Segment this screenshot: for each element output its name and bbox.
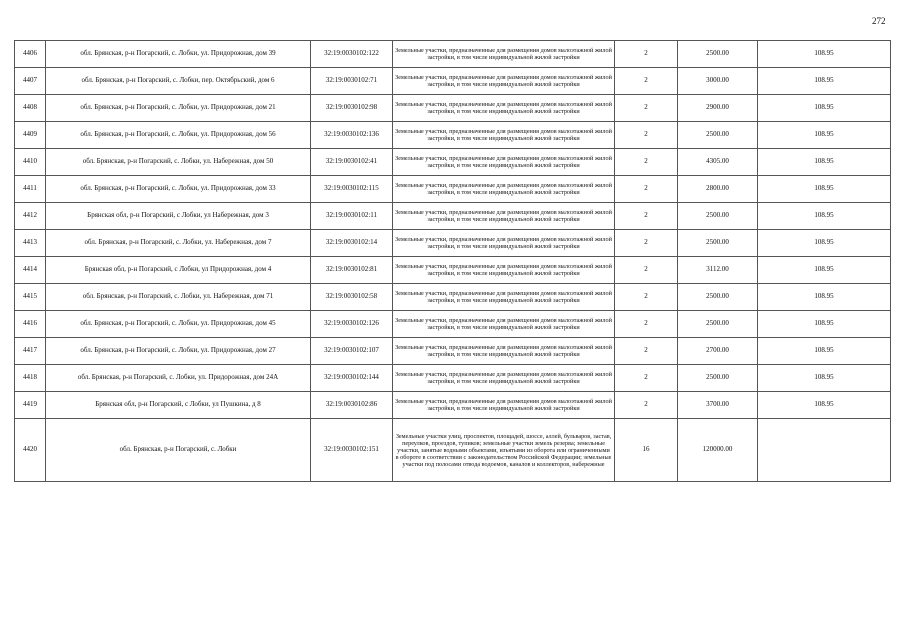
- address-cell: Брянская обл, р-н Погарский, с Лобки, ул Придорожная, дом 4: [46, 257, 311, 284]
- zone-cell: 2: [615, 284, 678, 311]
- cadastral-number-cell: 32:19:0030102:58: [311, 284, 393, 311]
- zone-cell: 2: [615, 122, 678, 149]
- cadastral-number-cell: 32:19:0030102:71: [311, 68, 393, 95]
- rate-cell: 108.95: [758, 284, 891, 311]
- table-row: [15, 41, 891, 68]
- rate-cell: 108.95: [758, 41, 891, 68]
- table-row: [15, 419, 891, 482]
- zone-cell: 2: [615, 176, 678, 203]
- zone-cell: 2: [615, 41, 678, 68]
- address-cell: обл. Брянская, р-н Погарский, с. Лобки: [46, 419, 311, 482]
- rate-cell: 108.95: [758, 311, 891, 338]
- land-purpose-cell: Земельные участки, предназначенные для размещения домов малоэтажной жилой застройки, в том числе индивидуальной жилой застройки: [393, 68, 615, 95]
- cadastral-number-cell: 32:19:0030102:14: [311, 230, 393, 257]
- address-cell: Брянская обл, р-н Погарский, с Лобки, ул Пушкина, д 8: [46, 392, 311, 419]
- land-purpose-cell: Земельные участки, предназначенные для размещения домов малоэтажной жилой застройки, в том числе индивидуальной жилой застройки: [393, 311, 615, 338]
- cadastral-number-cell: 32:19:0030102:81: [311, 257, 393, 284]
- row-number: 4409: [15, 122, 46, 149]
- zone-cell: 2: [615, 311, 678, 338]
- row-number: 4408: [15, 95, 46, 122]
- table-row: [15, 284, 891, 311]
- table-body: [15, 41, 891, 482]
- land-purpose-cell: Земельные участки, предназначенные для размещения домов малоэтажной жилой застройки, в том числе индивидуальной жилой застройки: [393, 257, 615, 284]
- land-purpose-cell: Земельные участки, предназначенные для размещения домов малоэтажной жилой застройки, в том числе индивидуальной жилой застройки: [393, 338, 615, 365]
- area-cell: 3112.00: [678, 257, 758, 284]
- table-row: [15, 392, 891, 419]
- table-row: [15, 95, 891, 122]
- land-purpose-cell: Земельные участки, предназначенные для размещения домов малоэтажной жилой застройки, в том числе индивидуальной жилой застройки: [393, 203, 615, 230]
- cadastral-number-cell: 32:19:0030102:11: [311, 203, 393, 230]
- area-cell: 2800.00: [678, 176, 758, 203]
- cadastral-number-cell: 32:19:0030102:122: [311, 41, 393, 68]
- land-purpose-cell: Земельные участки, предназначенные для размещения домов малоэтажной жилой застройки, в том числе индивидуальной жилой застройки: [393, 284, 615, 311]
- land-purpose-cell: Земельные участки, предназначенные для размещения домов малоэтажной жилой застройки, в том числе индивидуальной жилой застройки: [393, 41, 615, 68]
- zone-cell: 2: [615, 392, 678, 419]
- area-cell: 3000.00: [678, 68, 758, 95]
- row-number: 4419: [15, 392, 46, 419]
- row-number: 4416: [15, 311, 46, 338]
- address-cell: обл. Брянская, р-н Погарский, с. Лобки, ул. Придорожная, дом 33: [46, 176, 311, 203]
- area-cell: 2500.00: [678, 122, 758, 149]
- cadastral-number-cell: 32:19:0030102:151: [311, 419, 393, 482]
- row-number: 4412: [15, 203, 46, 230]
- land-registry-table: [14, 40, 891, 482]
- address-cell: обл. Брянская, р-н Погарский, с. Лобки, ул. Придорожная, дом 24А: [46, 365, 311, 392]
- area-cell: 2900.00: [678, 95, 758, 122]
- rate-cell: 108.95: [758, 338, 891, 365]
- cadastral-number-cell: 32:19:0030102:136: [311, 122, 393, 149]
- table-row: [15, 230, 891, 257]
- rate-cell: 108.95: [758, 365, 891, 392]
- table-row: [15, 338, 891, 365]
- area-cell: 2500.00: [678, 41, 758, 68]
- rate-cell: [758, 419, 891, 482]
- zone-cell: 2: [615, 203, 678, 230]
- address-cell: обл. Брянская, р-н Погарский, с. Лобки, ул. Придорожная, дом 27: [46, 338, 311, 365]
- table-row: [15, 365, 891, 392]
- zone-cell: 2: [615, 257, 678, 284]
- zone-cell: 2: [615, 338, 678, 365]
- row-number: 4417: [15, 338, 46, 365]
- rate-cell: 108.95: [758, 176, 891, 203]
- address-cell: обл. Брянская, р-н Погарский, с. Лобки, ул. Придорожная, дом 56: [46, 122, 311, 149]
- land-purpose-cell: Земельные участки, предназначенные для размещения домов малоэтажной жилой застройки, в том числе индивидуальной жилой застройки: [393, 230, 615, 257]
- address-cell: обл. Брянская, р-н Погарский, с. Лобки, ул. Придорожная, дом 21: [46, 95, 311, 122]
- area-cell: 4305.00: [678, 149, 758, 176]
- address-cell: обл. Брянская, р-н Погарский, с. Лобки, пер. Октябрьский, дом 6: [46, 68, 311, 95]
- page-number: 272: [872, 16, 886, 26]
- zone-cell: 16: [615, 419, 678, 482]
- zone-cell: 2: [615, 95, 678, 122]
- table-row: [15, 203, 891, 230]
- cadastral-number-cell: 32:19:0030102:126: [311, 311, 393, 338]
- land-purpose-cell: Земельные участки, предназначенные для размещения домов малоэтажной жилой застройки, в том числе индивидуальной жилой застройки: [393, 176, 615, 203]
- address-cell: обл. Брянская, р-н Погарский, с. Лобки, ул. Придорожная, дом 39: [46, 41, 311, 68]
- land-purpose-cell: Земельные участки, предназначенные для размещения домов малоэтажной жилой застройки, в том числе индивидуальной жилой застройки: [393, 122, 615, 149]
- cadastral-number-cell: 32:19:0030102:115: [311, 176, 393, 203]
- cadastral-number-cell: 32:19:0030102:144: [311, 365, 393, 392]
- rate-cell: 108.95: [758, 230, 891, 257]
- zone-cell: 2: [615, 149, 678, 176]
- row-number: 4413: [15, 230, 46, 257]
- row-number: 4406: [15, 41, 46, 68]
- address-cell: обл. Брянская, р-н Погарский, с. Лобки, ул. Набережная, дом 50: [46, 149, 311, 176]
- address-cell: обл. Брянская, р-н Погарский, с. Лобки, ул. Набережная, дом 71: [46, 284, 311, 311]
- row-number: 4418: [15, 365, 46, 392]
- rate-cell: 108.95: [758, 149, 891, 176]
- land-purpose-cell: Земельные участки улиц, проспектов, площадей, шоссе, аллей, бульваров, застав, переулков, проездов, тупиков; земельные участки земель резерва; земельные участки, занятые водными объектами, изъятыми из оборота или ограниченными в обороте в соответствии с законодательством Российской Федерации; земельные участки под полосами отвода водоемов, каналов и коллекторов, набережные: [393, 419, 615, 482]
- rate-cell: 108.95: [758, 68, 891, 95]
- table-row: [15, 149, 891, 176]
- area-cell: 2500.00: [678, 365, 758, 392]
- row-number: 4420: [15, 419, 46, 482]
- cadastral-number-cell: 32:19:0030102:41: [311, 149, 393, 176]
- table-row: [15, 122, 891, 149]
- zone-cell: 2: [615, 230, 678, 257]
- row-number: 4407: [15, 68, 46, 95]
- row-number: 4415: [15, 284, 46, 311]
- cadastral-number-cell: 32:19:0030102:98: [311, 95, 393, 122]
- area-cell: 120000.00: [678, 419, 758, 482]
- cadastral-number-cell: 32:19:0030102:107: [311, 338, 393, 365]
- rate-cell: 108.95: [758, 257, 891, 284]
- address-cell: обл. Брянская, р-н Погарский, с. Лобки, ул. Набережная, дом 7: [46, 230, 311, 257]
- area-cell: 3700.00: [678, 392, 758, 419]
- area-cell: 2500.00: [678, 284, 758, 311]
- zone-cell: 2: [615, 68, 678, 95]
- row-number: 4410: [15, 149, 46, 176]
- area-cell: 2500.00: [678, 203, 758, 230]
- rate-cell: 108.95: [758, 95, 891, 122]
- rate-cell: 108.95: [758, 122, 891, 149]
- address-cell: обл. Брянская, р-н Погарский, с. Лобки, ул. Придорожная, дом 45: [46, 311, 311, 338]
- zone-cell: 2: [615, 365, 678, 392]
- row-number: 4414: [15, 257, 46, 284]
- land-purpose-cell: Земельные участки, предназначенные для размещения домов малоэтажной жилой застройки, в том числе индивидуальной жилой застройки: [393, 392, 615, 419]
- rate-cell: 108.95: [758, 203, 891, 230]
- address-cell: Брянская обл, р-н Погарский, с Лобки, ул Набережная, дом 3: [46, 203, 311, 230]
- land-purpose-cell: Земельные участки, предназначенные для размещения домов малоэтажной жилой застройки, в том числе индивидуальной жилой застройки: [393, 365, 615, 392]
- cadastral-number-cell: 32:19:0030102:86: [311, 392, 393, 419]
- land-purpose-cell: Земельные участки, предназначенные для размещения домов малоэтажной жилой застройки, в том числе индивидуальной жилой застройки: [393, 149, 615, 176]
- land-purpose-cell: Земельные участки, предназначенные для размещения домов малоэтажной жилой застройки, в том числе индивидуальной жилой застройки: [393, 95, 615, 122]
- table-row: [15, 257, 891, 284]
- area-cell: 2700.00: [678, 338, 758, 365]
- table-row: [15, 311, 891, 338]
- table-row: [15, 68, 891, 95]
- area-cell: 2500.00: [678, 230, 758, 257]
- area-cell: 2500.00: [678, 311, 758, 338]
- table-row: [15, 176, 891, 203]
- rate-cell: 108.95: [758, 392, 891, 419]
- row-number: 4411: [15, 176, 46, 203]
